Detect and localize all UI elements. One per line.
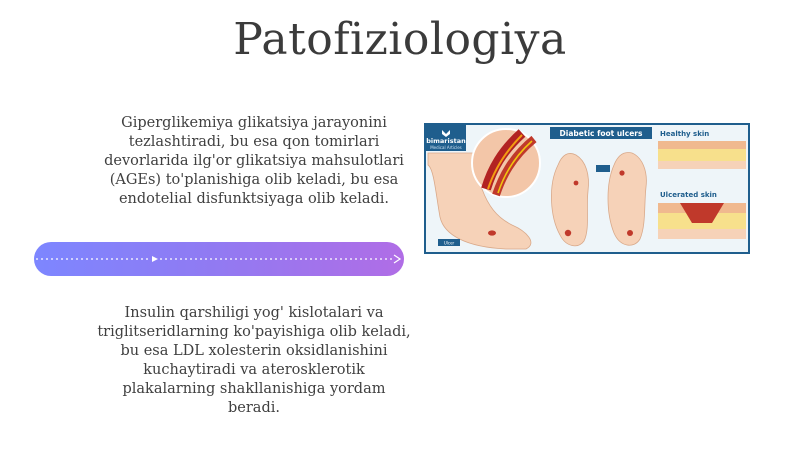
text-line: tezlashtiradi, bu esa qon tomirlari [128,134,380,150]
bimaristan-logo [426,125,466,151]
text-line: devorlarida ilg'or glikatsiya mahsulotlari [104,153,404,169]
diabetic-foot-illustration [424,123,750,254]
text-line: (AGEs) to'planishiga olib keladi, bu esa [109,172,399,188]
text-line: triglitseridlarning ko'payishiga olib keladi, [97,324,411,340]
ulcerated-skin-layers-icon [658,203,746,239]
decorative-divider [34,242,404,276]
slide-title: Patofiziologiya [233,14,567,65]
text-line: bu esa LDL xolesterin oksidlanishini [120,343,388,359]
text-line: kuchaytiradi va aterosklerotik [143,362,365,378]
healthy-skin-label: Healthy skin [660,130,710,138]
ulcerated-skin-label: Ulcerated skin [660,191,717,199]
paragraph-insulin-resistance [74,304,434,418]
text-line: beradi. [228,400,280,416]
svg-text:Ulcer: Ulcer [443,240,455,246]
text-line: Giperglikemiya glikatsiya jarayonini [121,115,387,131]
blood-vessel-magnified-icon [472,129,540,197]
logo-subtext: Medical Articles [430,145,462,150]
dotted-arrow-icon [34,242,404,276]
paragraph-hyperglycemia [86,114,422,209]
text-line: endotelial disfunktsiyaga olib keladi. [118,191,390,207]
text-line: Insulin qarshiligi yog' kislotalari va [124,305,384,321]
logo-text: bimaristan [426,137,466,145]
healthy-skin-layers-icon [658,141,746,169]
text-line: plakalarning shakllanishiga yordam [122,381,386,397]
figure-heading: Diabetic foot ulcers [559,129,643,138]
